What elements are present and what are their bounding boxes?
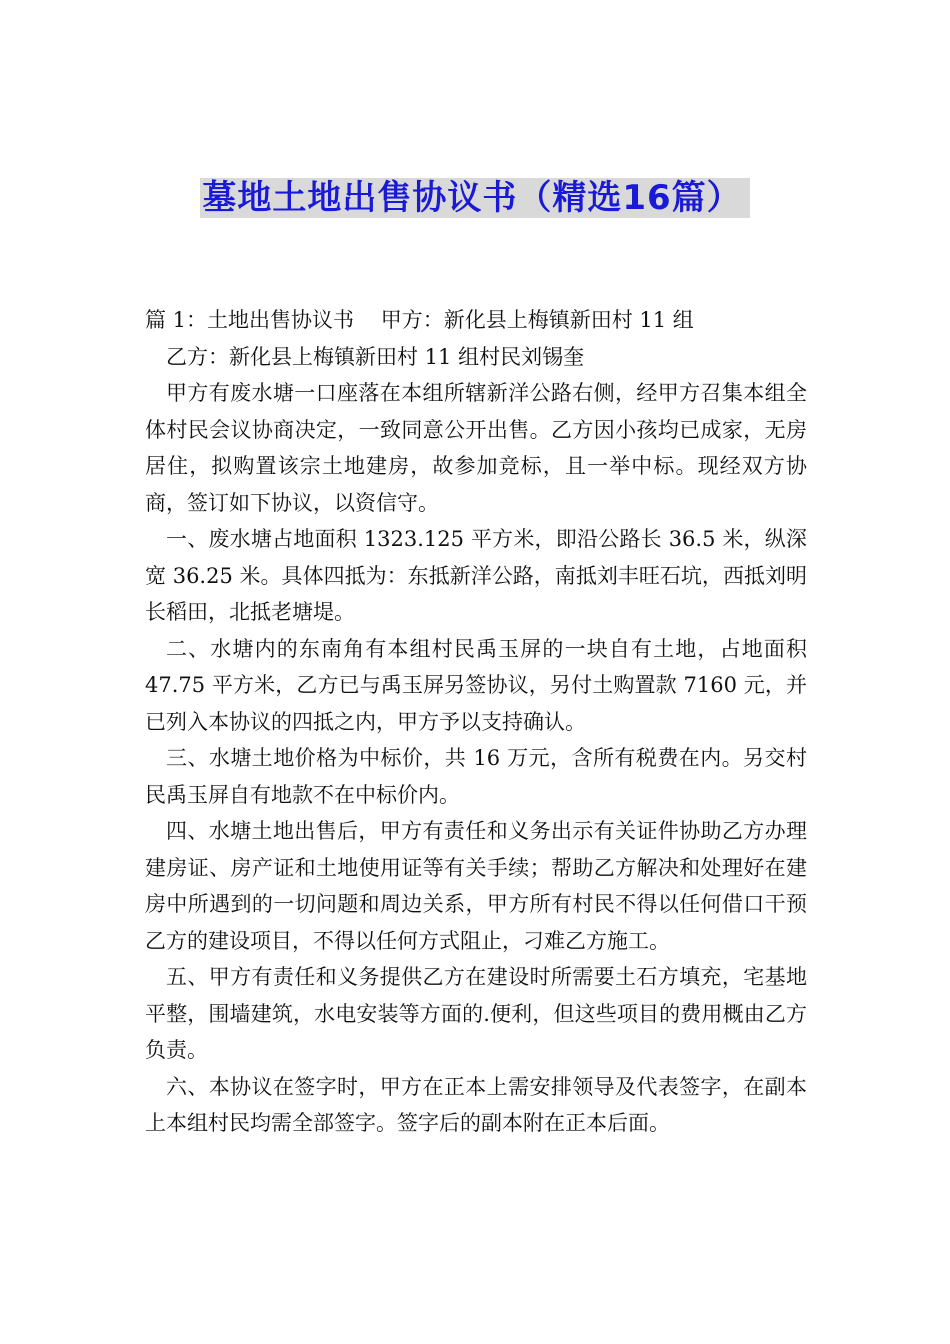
paragraph-clause-4: 四、水塘土地出售后，甲方有责任和义务出示有关证件协助乙方办理建房证、房产证和土地使用证等有关手续；帮助乙方解决和处理好在建房中所遇到的一切问题和周边关系，甲方所有村民不得以任何借口干预乙方的建设项目，不得以任何方式阻止，刁难乙方施工。	[145, 819, 807, 953]
title-container	[0, 178, 950, 218]
paragraph-clause-1: 一、废水塘占地面积 1323.125 平方米，即沿公路长 36.5 米，纵深宽 36.25 米。具体四抵为：东抵新洋公路，南抵刘丰旺石坑，西抵刘明长稻田，北抵老塘堤。	[145, 527, 807, 624]
paragraph-clause-5: 五、甲方有责任和义务提供乙方在建设时所需要土石方填充，宅基地平整，围墙建筑，水电安装等方面的.便利，但这些项目的费用概由乙方负责。	[145, 965, 807, 1062]
paragraph-header: 篇 1：土地出售协议书 甲方：新化县上梅镇新田村 11 组	[145, 308, 694, 332]
document-body	[145, 302, 807, 1142]
paragraph-clause-2: 二、水塘内的东南角有本组村民禹玉屏的一块自有土地，占地面积 47.75 平方米，乙方已与禹玉屏另签协议，另付土购置款 7160 元，并已列入本协议的四抵之内，甲方予以支持确认。	[145, 636, 807, 734]
paragraph-party-b: 乙方：新化县上梅镇新田村 11 组村民刘锡奎	[166, 344, 585, 369]
paragraph-clause-6: 六、本协议在签字时，甲方在正本上需安排领导及代表签字，在副本上本组村民均需全部签字。签字后的副本附在正本后面。	[145, 1074, 807, 1135]
document-title: 墓地土地出售协议书（精选16篇）	[200, 178, 749, 218]
paragraph-clause-3: 三、水塘土地价格为中标价，共 16 万元，含所有税费在内。另交村民禹玉屏自有地款不在中标价内。	[145, 746, 807, 807]
paragraph-intro: 甲方有废水塘一口座落在本组所辖新洋公路右侧，经甲方召集本组全体村民会议协商决定，一致同意公开出售。乙方因小孩均已成家，无房居住，拟购置该宗土地建房，故参加竞标，且一举中标。现经双方协商，签订如下协议，以资信守。	[145, 381, 807, 515]
